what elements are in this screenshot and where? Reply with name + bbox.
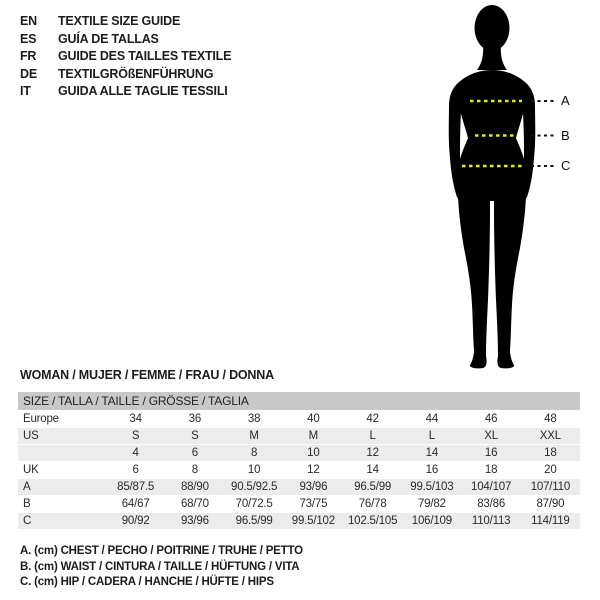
language-row-it xyxy=(20,83,231,101)
measure-label-a: A xyxy=(561,93,570,108)
table-cell: L xyxy=(428,430,435,442)
table-cell: 10 xyxy=(247,464,261,476)
table-cell: 68/70 xyxy=(180,498,209,510)
table-cell: 12 xyxy=(366,447,379,459)
table-cell: 6 xyxy=(132,464,139,476)
table-cell: 12 xyxy=(307,464,320,476)
table-cell: 90.5/92.5 xyxy=(231,481,278,493)
table-row-us-numeric xyxy=(18,444,580,461)
table-cell: 85/87.5 xyxy=(117,481,155,493)
table-cell: L xyxy=(369,430,376,442)
row-label: A xyxy=(23,481,31,493)
table-cell: 8 xyxy=(191,464,198,476)
table-cell: 104/107 xyxy=(471,481,512,493)
table-cell: 18 xyxy=(544,447,557,459)
table-cell: 38 xyxy=(247,413,261,425)
language-text: GUIDE DES TAILLES TEXTILE xyxy=(58,49,232,63)
size-table xyxy=(18,392,580,529)
language-code: EN xyxy=(20,14,37,28)
row-label: C xyxy=(23,515,32,527)
table-cell: 64/67 xyxy=(121,498,150,510)
table-cell: S xyxy=(191,430,199,442)
table-row-uk xyxy=(18,461,580,478)
table-cell: S xyxy=(131,430,140,442)
table-cell: 93/96 xyxy=(180,515,209,527)
table-cell: 48 xyxy=(544,413,557,425)
woman-silhouette xyxy=(449,5,536,368)
table-row-c-hip xyxy=(18,512,580,529)
table-cell: 83/86 xyxy=(477,498,506,510)
table-cell: 40 xyxy=(307,413,320,425)
language-row-de xyxy=(20,66,231,84)
table-cell: 110/113 xyxy=(471,515,511,527)
language-code: FR xyxy=(20,49,37,63)
language-text: GUIDA ALLE TAGLIE TESSILI xyxy=(58,84,228,98)
language-row-es xyxy=(20,31,231,49)
table-cell: 18 xyxy=(484,464,498,476)
table-cell: 6 xyxy=(191,447,198,459)
table-cell: 4 xyxy=(132,447,139,459)
table-cell: 88/90 xyxy=(180,481,209,493)
table-cell: 14 xyxy=(366,464,379,476)
table-row-b-waist xyxy=(18,495,580,512)
table-cell: 93/96 xyxy=(299,481,328,493)
section-title-woman: WOMAN / MUJER / FEMME / FRAU / DONNA xyxy=(20,368,274,382)
table-cell: 90/92 xyxy=(121,515,150,527)
measure-label-b: B xyxy=(561,128,570,143)
table-cell: 42 xyxy=(366,413,379,425)
table-cell: 16 xyxy=(484,447,498,459)
table-cell: 46 xyxy=(484,413,498,425)
table-cell: 102.5/105 xyxy=(347,515,398,527)
row-label: Europe xyxy=(23,413,59,425)
row-label: UK xyxy=(23,464,39,476)
table-cell: 44 xyxy=(425,413,439,425)
legend-line-a: A. (cm) CHEST / PECHO / POITRINE / TRUHE / PETTO xyxy=(20,545,303,557)
table-cell: 73/75 xyxy=(299,498,328,510)
table-cell: 107/110 xyxy=(530,481,571,493)
language-code: DE xyxy=(20,66,37,81)
language-row-en xyxy=(20,13,231,31)
table-cell: XL xyxy=(484,430,498,442)
table-cell: 70/72.5 xyxy=(235,498,273,510)
table-cell: 36 xyxy=(188,413,202,425)
table-cell: 99.5/102 xyxy=(291,515,335,527)
table-cell: 14 xyxy=(425,447,439,459)
table-cell: M xyxy=(308,430,319,442)
table-cell: M xyxy=(249,430,259,442)
measure-label-c: C xyxy=(561,158,571,173)
table-cell: 106/109 xyxy=(411,515,452,527)
table-row-a-chest xyxy=(18,478,580,495)
language-row-fr xyxy=(20,48,231,66)
table-cell: 99.5/103 xyxy=(410,481,454,493)
row-label: US xyxy=(23,430,39,442)
table-cell: 79/82 xyxy=(417,498,446,510)
table-cell: 34 xyxy=(129,413,142,425)
table-cell: 87/90 xyxy=(536,498,565,510)
language-text: TEXTILGRÖßENFÜHRUNG xyxy=(58,66,214,81)
table-cell: 76/78 xyxy=(358,498,387,510)
legend-line-c: C. (cm) HIP / CADERA / HANCHE / HÜFTE / HIPS xyxy=(20,576,274,588)
table-cell: 96.5/99 xyxy=(235,515,273,527)
table-cell: 114/119 xyxy=(531,515,570,527)
table-cell: 96.5/99 xyxy=(354,481,392,493)
woman-silhouette-figure xyxy=(400,0,600,380)
legend-line-b: B. (cm) WAIST / CINTURA / TAILLE / HÜFTUNG / VITA xyxy=(20,560,300,573)
table-cell: XXL xyxy=(539,430,561,442)
table-cell: 8 xyxy=(251,447,258,459)
language-code: ES xyxy=(20,31,37,46)
language-code: IT xyxy=(20,84,31,98)
row-label: B xyxy=(23,498,31,510)
language-text: GUÍA DE TALLAS xyxy=(58,31,159,46)
table-cell: 16 xyxy=(425,464,439,476)
table-row-europe xyxy=(18,410,580,427)
woman-silhouette-svg xyxy=(400,0,600,380)
table-cell: 20 xyxy=(544,464,557,476)
measurement-legend xyxy=(20,544,303,591)
language-list xyxy=(20,13,231,101)
table-row-us xyxy=(18,427,580,444)
table-cell: 10 xyxy=(307,447,320,459)
row-label xyxy=(18,445,106,461)
language-text: TEXTILE SIZE GUIDE xyxy=(58,14,181,28)
size-table-header: SIZE / TALLA / TAILLE / GRÖSSE / TAGLIA xyxy=(18,392,580,410)
